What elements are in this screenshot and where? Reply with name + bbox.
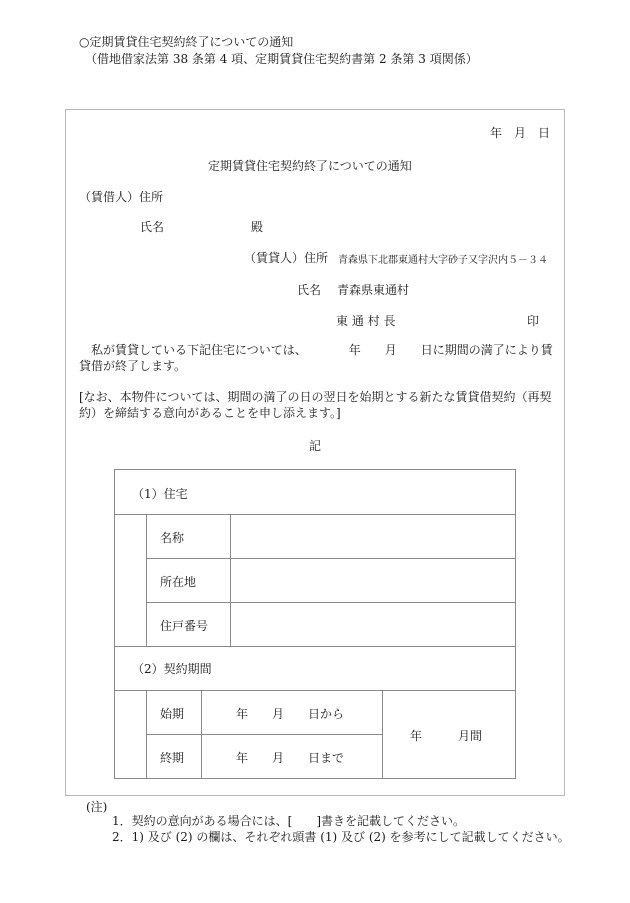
row-label-unit-number: 住戸番号	[160, 619, 209, 633]
section-contract-period: （2）契約期間	[132, 662, 212, 676]
legal-reference: （借地借家法第 38 条第 4 項、定期賃貸住宅契約書第 2 条第 3 項関係）	[85, 52, 478, 66]
end-value: 年 月 日まで	[236, 751, 345, 765]
lessee-name-label: 氏名	[140, 220, 165, 234]
body-text: 私が賃貸している下記住宅については、 年 月 日に期間の満了により賃貸借が終了します。	[79, 343, 553, 373]
mayor-title: 東 通 村 長	[336, 314, 396, 328]
row-label-location: 所在地	[160, 575, 197, 589]
duration: 年 月間	[410, 729, 483, 743]
seal-mark: 印	[527, 314, 540, 328]
note-item-2: 2．1) 及び (2) の欄は、それぞれ頭書 (1) 及び (2) を参考にして記載してください。	[112, 830, 570, 844]
ki-mark: 記	[309, 439, 322, 453]
section-housing: （1）住宅	[132, 487, 188, 501]
notes-heading: (注)	[86, 800, 108, 814]
lessee-address-label: （賃借人）住所	[79, 190, 164, 204]
row-label-name: 名称	[160, 531, 185, 545]
start-label: 始期	[160, 707, 185, 721]
lessor-name: 青森県東通村	[337, 283, 410, 297]
bracket-note: [なお、本物件については、期間の満了の日の翌日を始期とする新たな賃貸借契約（再契約）を締結する意向があることを申し添えます。]	[79, 390, 552, 420]
form-title: 定期賃貸住宅契約終了についての通知	[208, 159, 412, 173]
date-line: 年 月 日	[490, 126, 551, 140]
lessor-address-label: （賃貸人）住所	[244, 251, 329, 265]
lessor-name-label: 氏名	[297, 283, 322, 297]
document-heading: ○定期賃貸住宅契約終了についての通知	[79, 35, 294, 49]
note-item-1: 1．契約の意向がある場合には、[ ]書きを記載してください。	[112, 814, 466, 828]
lessor-address: 青森県下北郡東通村大字砂子又字沢内５－３４	[338, 255, 548, 266]
start-value: 年 月 日から	[236, 707, 345, 721]
honorific: 殿	[251, 220, 264, 234]
end-label: 終期	[160, 751, 185, 765]
